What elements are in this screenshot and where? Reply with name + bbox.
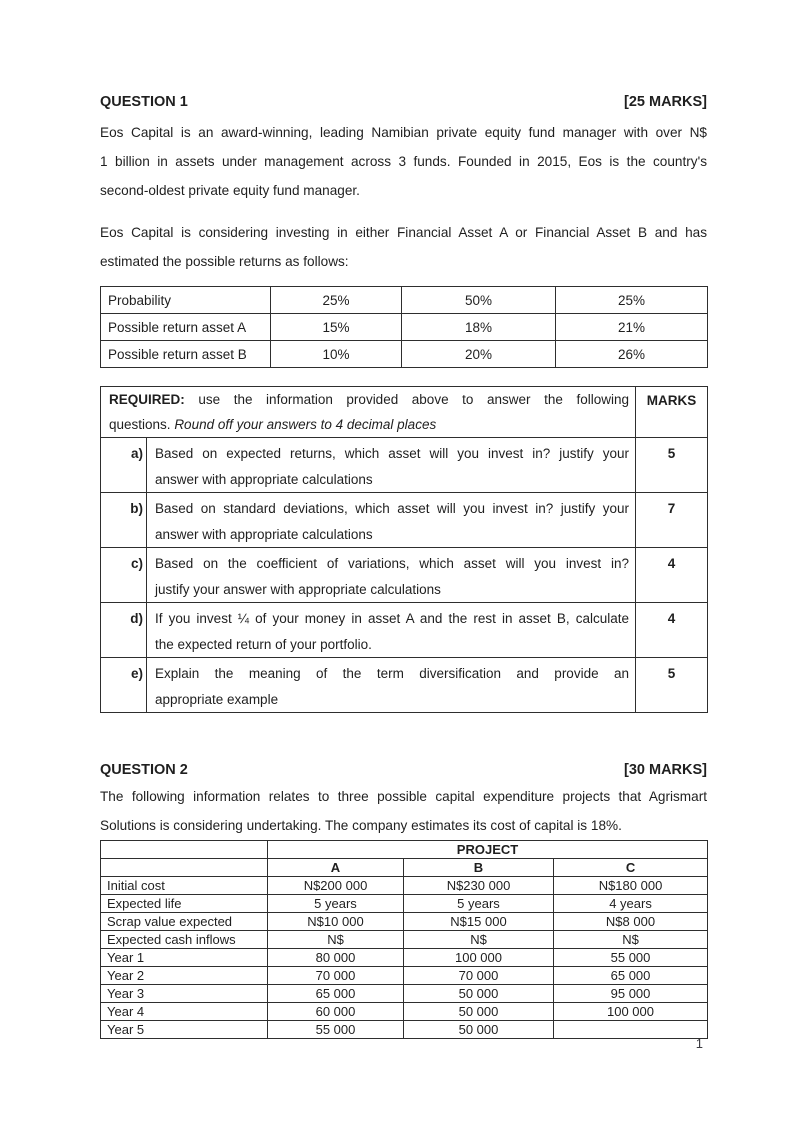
required-header-row: [101, 387, 708, 438]
table-row: [101, 341, 708, 368]
table-cell: Expected cash inflows: [101, 931, 268, 949]
table-row: [101, 895, 708, 913]
table-cell: 15%: [271, 314, 402, 341]
table-row: [101, 949, 708, 967]
required-item-row: [101, 493, 708, 548]
required-item-row: [101, 658, 708, 713]
empty-cell: [101, 859, 268, 877]
page-number: 1: [695, 1036, 703, 1051]
table-cell: 50 000: [404, 1021, 554, 1039]
question-1-marks: [25 MARKS]: [624, 94, 707, 110]
table-cell: 4 years: [554, 895, 708, 913]
text-line: Solutions is considering undertaking. The company estimates its cost of capital is 18%.: [100, 818, 622, 833]
table-cell: N$: [268, 931, 404, 949]
table-cell: 80 000: [268, 949, 404, 967]
table-cell: 55 000: [268, 1021, 404, 1039]
text-line: answer with appropriate calculations: [155, 471, 373, 487]
text-line: second-oldest private equity fund manager.: [100, 183, 360, 198]
table-cell: 95 000: [554, 985, 708, 1003]
text-line: justify your answer with appropriate calculations: [155, 581, 441, 597]
item-question: [147, 548, 636, 603]
item-marks: 4: [636, 548, 708, 603]
table-row: [101, 1003, 708, 1021]
item-question: [147, 658, 636, 713]
required-table: [100, 386, 708, 713]
table-row: [101, 967, 708, 985]
table-cell: 18%: [402, 314, 556, 341]
table-cell: Year 5: [101, 1021, 268, 1039]
table-cell: [554, 1021, 708, 1039]
table-cell: 55 000: [554, 949, 708, 967]
project-b-header: B: [404, 859, 554, 877]
table-row: [101, 985, 708, 1003]
item-marks: 7: [636, 493, 708, 548]
text-line: questions. Round off your answers to 4 decimal places: [109, 417, 437, 432]
item-marks: 5: [636, 438, 708, 493]
required-item-row: [101, 603, 708, 658]
project-a-header: A: [268, 859, 404, 877]
table-cell: 65 000: [554, 967, 708, 985]
table-cell: N$15 000: [404, 913, 554, 931]
project-columns-row: [101, 859, 708, 877]
table-cell: 25%: [556, 287, 708, 314]
table-cell: N$200 000: [268, 877, 404, 895]
table-cell: 26%: [556, 341, 708, 368]
rounding-instruction: Round off your answers to 4 decimal places: [174, 417, 437, 432]
table-cell: Possible return asset A: [101, 314, 271, 341]
table-cell: N$10 000: [268, 913, 404, 931]
table-cell: Year 4: [101, 1003, 268, 1021]
required-label: REQUIRED:: [109, 392, 185, 407]
question-1-title: QUESTION 1: [100, 94, 188, 110]
text-line: REQUIRED: use the information provided above to answer the following: [109, 392, 629, 407]
table-cell: 25%: [271, 287, 402, 314]
table-cell: Expected life: [101, 895, 268, 913]
table-cell: 100 000: [554, 1003, 708, 1021]
question-2-header: [100, 761, 707, 779]
item-letter: d): [101, 603, 147, 658]
project-group-header-row: [101, 841, 708, 859]
item-letter: c): [101, 548, 147, 603]
table-cell: N$180 000: [554, 877, 708, 895]
item-marks: 4: [636, 603, 708, 658]
table-cell: 10%: [271, 341, 402, 368]
table-row: [101, 931, 708, 949]
table-cell: 50 000: [404, 1003, 554, 1021]
table-cell: N$230 000: [404, 877, 554, 895]
required-item-row: [101, 438, 708, 493]
table-row: [101, 877, 708, 895]
table-cell: N$8 000: [554, 913, 708, 931]
table-cell: 50 000: [404, 985, 554, 1003]
empty-cell: [101, 841, 268, 859]
table-cell: Probability: [101, 287, 271, 314]
table-cell: Year 3: [101, 985, 268, 1003]
question-2-marks: [30 MARKS]: [624, 762, 707, 778]
q2-intro-paragraph: [100, 782, 707, 840]
text-line: 1 billion in assets under management across 3 funds. Founded in 2015, Eos is the country's: [100, 154, 707, 169]
project-c-header: C: [554, 859, 708, 877]
project-table: [100, 840, 708, 1039]
text-line: appropriate example: [155, 691, 279, 707]
project-group-header: PROJECT: [268, 841, 708, 859]
table-cell: Possible return asset B: [101, 341, 271, 368]
table-row: [101, 314, 708, 341]
item-question: [147, 493, 636, 548]
returns-table: [100, 286, 708, 368]
text-line: If you invest ¼ of your money in asset A and the rest in asset B, calculate: [155, 611, 629, 626]
table-cell: N$: [554, 931, 708, 949]
text-line: estimated the possible returns as follows:: [100, 254, 349, 269]
text-line: Eos Capital is an award-winning, leading Namibian private equity fund manager with over N$: [100, 125, 707, 140]
text-line: Eos Capital is considering investing in either Financial Asset A or Financial Asset B and has: [100, 225, 707, 240]
table-cell: Year 2: [101, 967, 268, 985]
text-line: The following information relates to three possible capital expenditure projects that Agrismart: [100, 789, 707, 804]
text-line: the expected return of your portfolio.: [155, 636, 372, 652]
table-cell: 21%: [556, 314, 708, 341]
text-line: Based on expected returns, which asset will you invest in? justify your: [155, 446, 629, 461]
table-cell: 60 000: [268, 1003, 404, 1021]
required-item-row: [101, 548, 708, 603]
text-line: Explain the meaning of the term diversification and provide an: [155, 666, 629, 681]
item-question: [147, 603, 636, 658]
table-cell: 5 years: [404, 895, 554, 913]
text-line: Based on the coefficient of variations, which asset will you invest in?: [155, 556, 629, 571]
table-cell: 70 000: [268, 967, 404, 985]
question-1-header: [100, 93, 707, 111]
q1-intro-paragraph: [100, 118, 707, 205]
item-letter: b): [101, 493, 147, 548]
table-row: [101, 1021, 708, 1039]
table-cell: 5 years: [268, 895, 404, 913]
table-row: [101, 913, 708, 931]
table-cell: 20%: [402, 341, 556, 368]
table-cell: Initial cost: [101, 877, 268, 895]
question-2-title: QUESTION 2: [100, 762, 188, 778]
table-cell: Scrap value expected: [101, 913, 268, 931]
table-cell: 50%: [402, 287, 556, 314]
text-line: Based on standard deviations, which asset will you invest in? justify your: [155, 501, 629, 516]
table-row: [101, 287, 708, 314]
item-letter: e): [101, 658, 147, 713]
item-question: [147, 438, 636, 493]
table-cell: N$: [404, 931, 554, 949]
table-cell: 100 000: [404, 949, 554, 967]
table-cell: 70 000: [404, 967, 554, 985]
table-cell: Year 1: [101, 949, 268, 967]
item-letter: a): [101, 438, 147, 493]
item-marks: 5: [636, 658, 708, 713]
text-line: answer with appropriate calculations: [155, 526, 373, 542]
table-cell: 65 000: [268, 985, 404, 1003]
required-header-cell: [101, 387, 636, 438]
marks-column-header: MARKS: [636, 387, 708, 438]
q1-scenario-paragraph: [100, 218, 707, 276]
